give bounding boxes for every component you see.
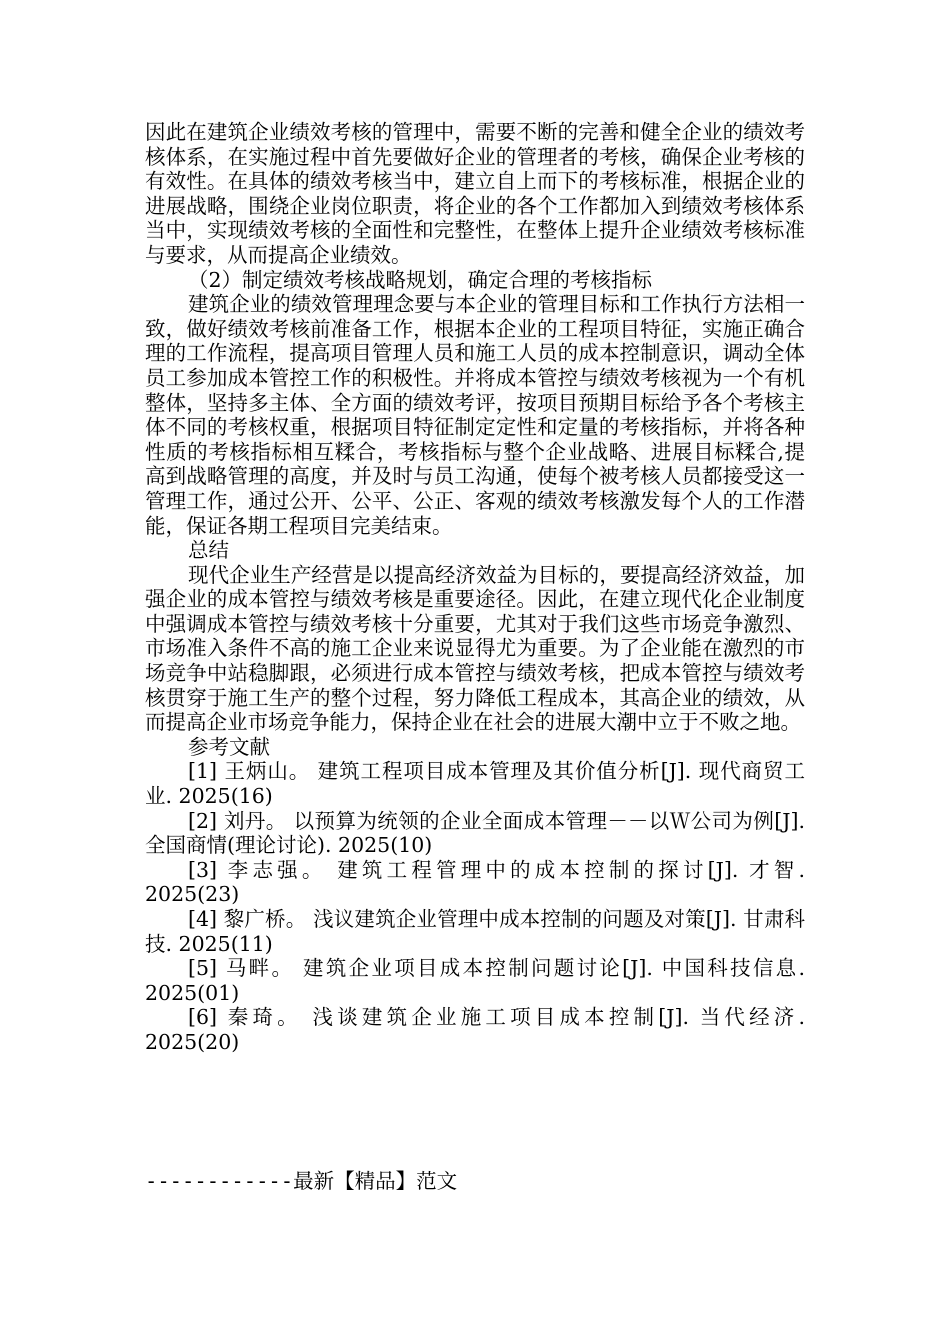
reference-item: [5] 马畔。 建筑企业项目成本控制问题讨论[J]. 中国科技信息. 2025(01)	[145, 956, 805, 1005]
footer-dashes: ------------	[145, 1169, 294, 1193]
references-heading: 参考文献	[188, 734, 270, 759]
page-footer	[145, 1168, 457, 1194]
footer-label: 最新【精品】范文	[293, 1169, 458, 1193]
summary-heading: 总结	[188, 538, 229, 563]
reference-item: [4] 黎广桥。 浅议建筑企业管理中成本控制的问题及对策[J]. 甘肃科技. 2025(11)	[145, 907, 805, 956]
summary-paragraph: 现代企业生产经营是以提高经济效益为目标的，要提高经济效益，加强企业的成本管控与绩效考核是重要途径。因此，在建立现代化企业制度中强调成本管控与绩效考核十分重要，尤其对于我们这些市场竞争激烈、市场准入条件不高的施工企业来说显得尤为重要。为了企业能在激烈的市场竞争中站稳脚跟，必须进行成本管控与绩效考核，把成本管控与绩效考核贯穿于施工生产的整个过程，努力降低工程成本，其高企业的绩效，从而提高企业市场竞争能力，保持企业在社会的进展大潮中立于不败之地。	[145, 562, 805, 735]
reference-item: [2] 刘丹。 以预算为统领的企业全面成本管理－－以Ｗ公司为例[J]. 全国商情(理论讨论). 2025(10)	[145, 808, 805, 858]
references-list	[145, 759, 805, 1054]
paragraph-continuation: 因此在建筑企业绩效考核的管理中，需要不断的完善和健全企业的绩效考核体系，在实施过程中首先要做好企业的管理者的考核，确保企业考核的有效性。在具体的绩效考核当中，建立自上而下的考核标准，根据企业的进展战略，围绕企业岗位职责，将企业的各个工作都加入到绩效考核体系当中，实现绩效考核的全面性和完整性，在整体上提升企业绩效考核标准与要求，从而提高企业绩效。	[145, 120, 805, 267]
reference-item: [6] 秦琦。 浅谈建筑企业施工项目成本控制[J]. 当代经济. 2025(20)	[145, 1005, 805, 1054]
document-body	[145, 120, 805, 1055]
paragraph-strategy-planning: 建筑企业的绩效管理理念要与本企业的管理目标和工作执行方法相一致，做好绩效考核前准备工作，根据本企业的工程项目特征，实施正确合理的工作流程，提高项目管理人员和施工人员的成本控制意识，调动全体员工参加成本管控工作的积极性。并将成本管控与绩效考核视为一个有机整体，坚持多主体、全方面的绩效考评，按项目预期目标给予各个考核主体不同的考核权重，根据项目特征制定定性和定量的考核指标，并将各种性质的考核指标相互糅合，考核指标与整个企业战略、进展目标糅合,提高到战略管理的高度，并及时与员工沟通，使每个被考核人员都接受这一管理工作，通过公开、公平、公正、客观的绩效考核激发每个人的工作潜能，保证各期工程项目完美结束。	[145, 292, 805, 538]
reference-item: [1] 王炳山。 建筑工程项目成本管理及其价值分析[J]. 现代商贸工业. 2025(16)	[145, 759, 805, 809]
subheading-strategy-planning: （2）制定绩效考核战略规划，确定合理的考核指标	[188, 267, 653, 292]
reference-item: [3] 李志强。 建筑工程管理中的成本控制的探讨[J]. 才智. 2025(23)	[145, 857, 805, 907]
